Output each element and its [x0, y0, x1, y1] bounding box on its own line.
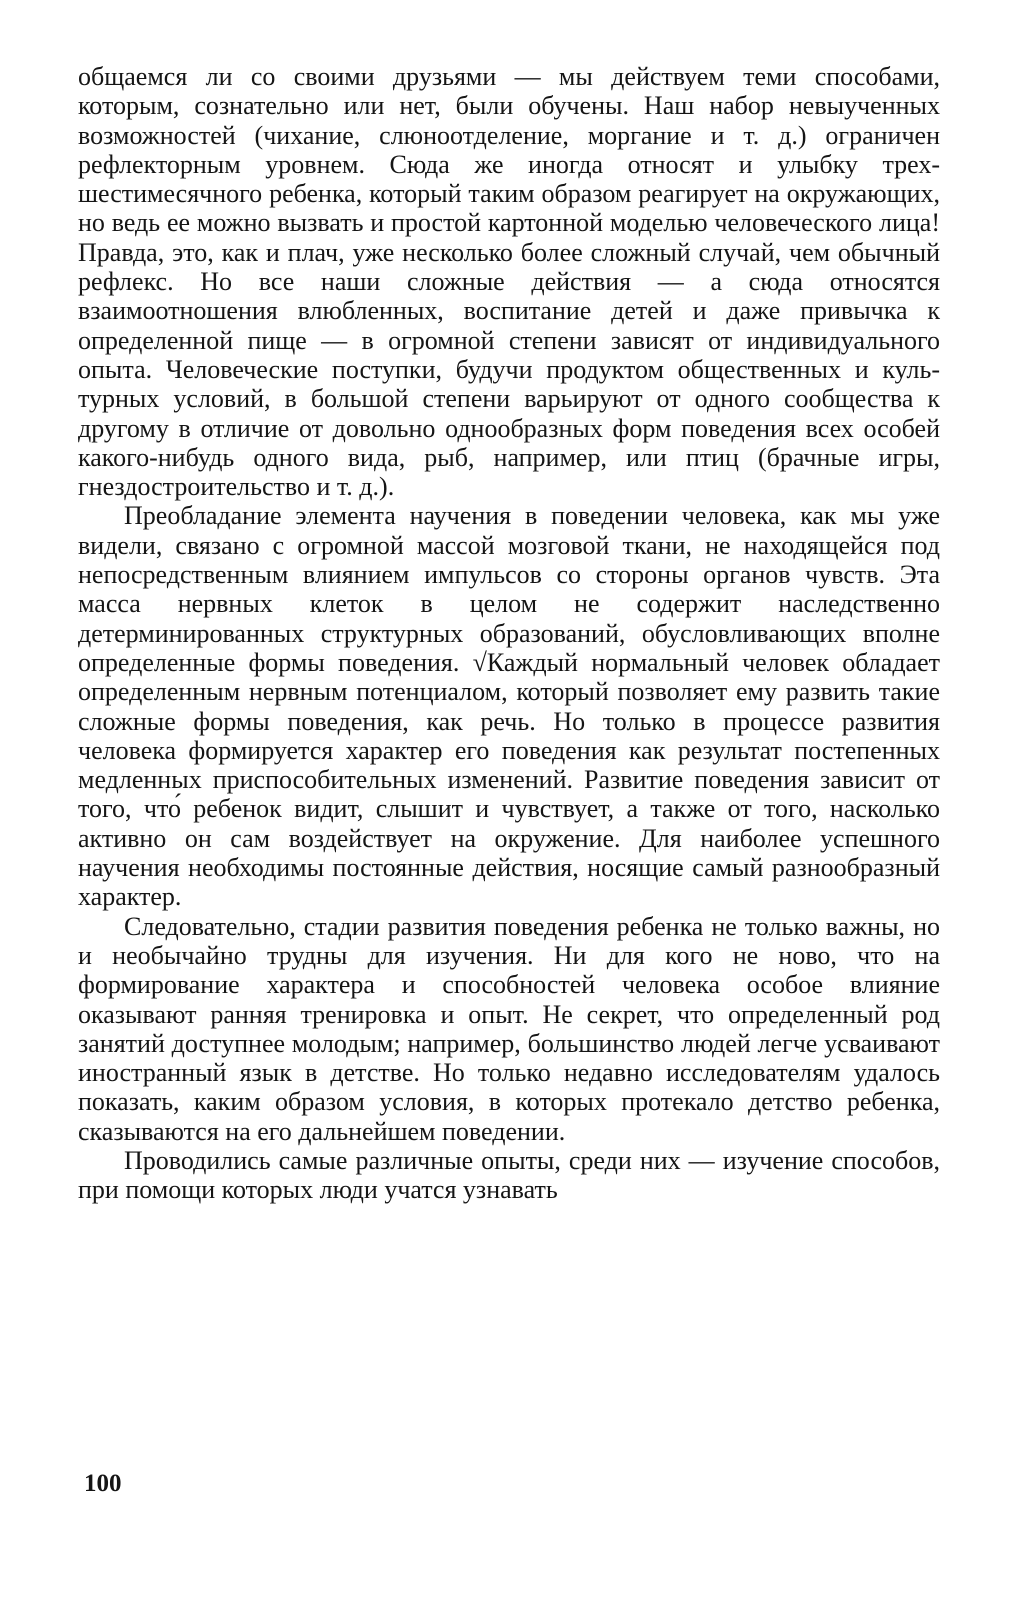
book-page-text: [78, 62, 940, 1562]
paragraph-continuation: общаемся ли со своими друзьями — мы действуем теми способами, которым, сознательно или нет, были обучены. Наш набор невыученных возможностей (чихание, слюноотделение, моргание и т. д.) ограничен рефлекторным уровнем. Сюда же иногда относят и улыбку трех-шестимесячного ребенка, который таким образом реагирует на окружающих, но ведь ее можно вызвать и простой картонной моделью человеческого лица! Правда, это, как и плач, уже несколько более сложный случай, чем обычный рефлекс. Но все наши сложные действия — а сюда относятся взаимоотношения влюбленных, воспитание детей и даже привычка к определенной пище — в огромной степени зависят от индивидуального опыта. Человеческие поступки, будучи продуктом общественных и культурных условий, в большой степени варьируют от одного сообщества к другому в отличие от довольно однообразных форм поведения всех особей какого-нибудь одного вида, рыб, например, или птиц (брачные игры, гнездостроительство и т. д.).: [78, 62, 940, 502]
paragraph-developmental-stages: Следовательно, стадии развития поведения ребенка не только важны, но и необычайно трудны для изучения. Ни для кого не ново, что на формирование характера и способностей человека особое влияние оказывают ранняя тренировка и опыт. Не секрет, что определенный род занятий доступнее молодым; например, большинство людей легче усваивают иностранный язык в детстве. Но только недавно исследователям удалось показать, каким образом условия, в которых протекало детство ребенка, сказываются на его дальнейшем поведении.: [78, 911, 940, 1146]
page-number: 100: [84, 1470, 122, 1497]
paragraph-experiments: Проводились самые различные опыты, среди них — изучение способов, при помощи которых люди учатся узнавать: [78, 1145, 940, 1205]
paragraph-learning-dominance: Преобладание элемента научения в поведении человека, как мы уже видели, связано с огромной массой мозговой ткани, не находящейся под непосредственным влиянием импульсов со стороны органов чувств. Эта масса нервных клеток в целом не содержит наследственно детерминированных структурных образований, обусловливающих вполне определенные формы поведения. √Каждый нормальный человек обладает определенным нервным потенциалом, который позволяет ему развить такие сложные формы поведения, как речь. Но только в процессе развития человека формируется характер его поведения как результат постепенных медленных приспособительных изменений. Развитие поведения зависит от того, что́ ребенок видит, слышит и чувствует, а также от того, насколько активно он сам воздействует на окружение. Для наиболее успешного научения необходимы постоянные действия, носящие самый разнообразный характер.: [78, 501, 940, 912]
